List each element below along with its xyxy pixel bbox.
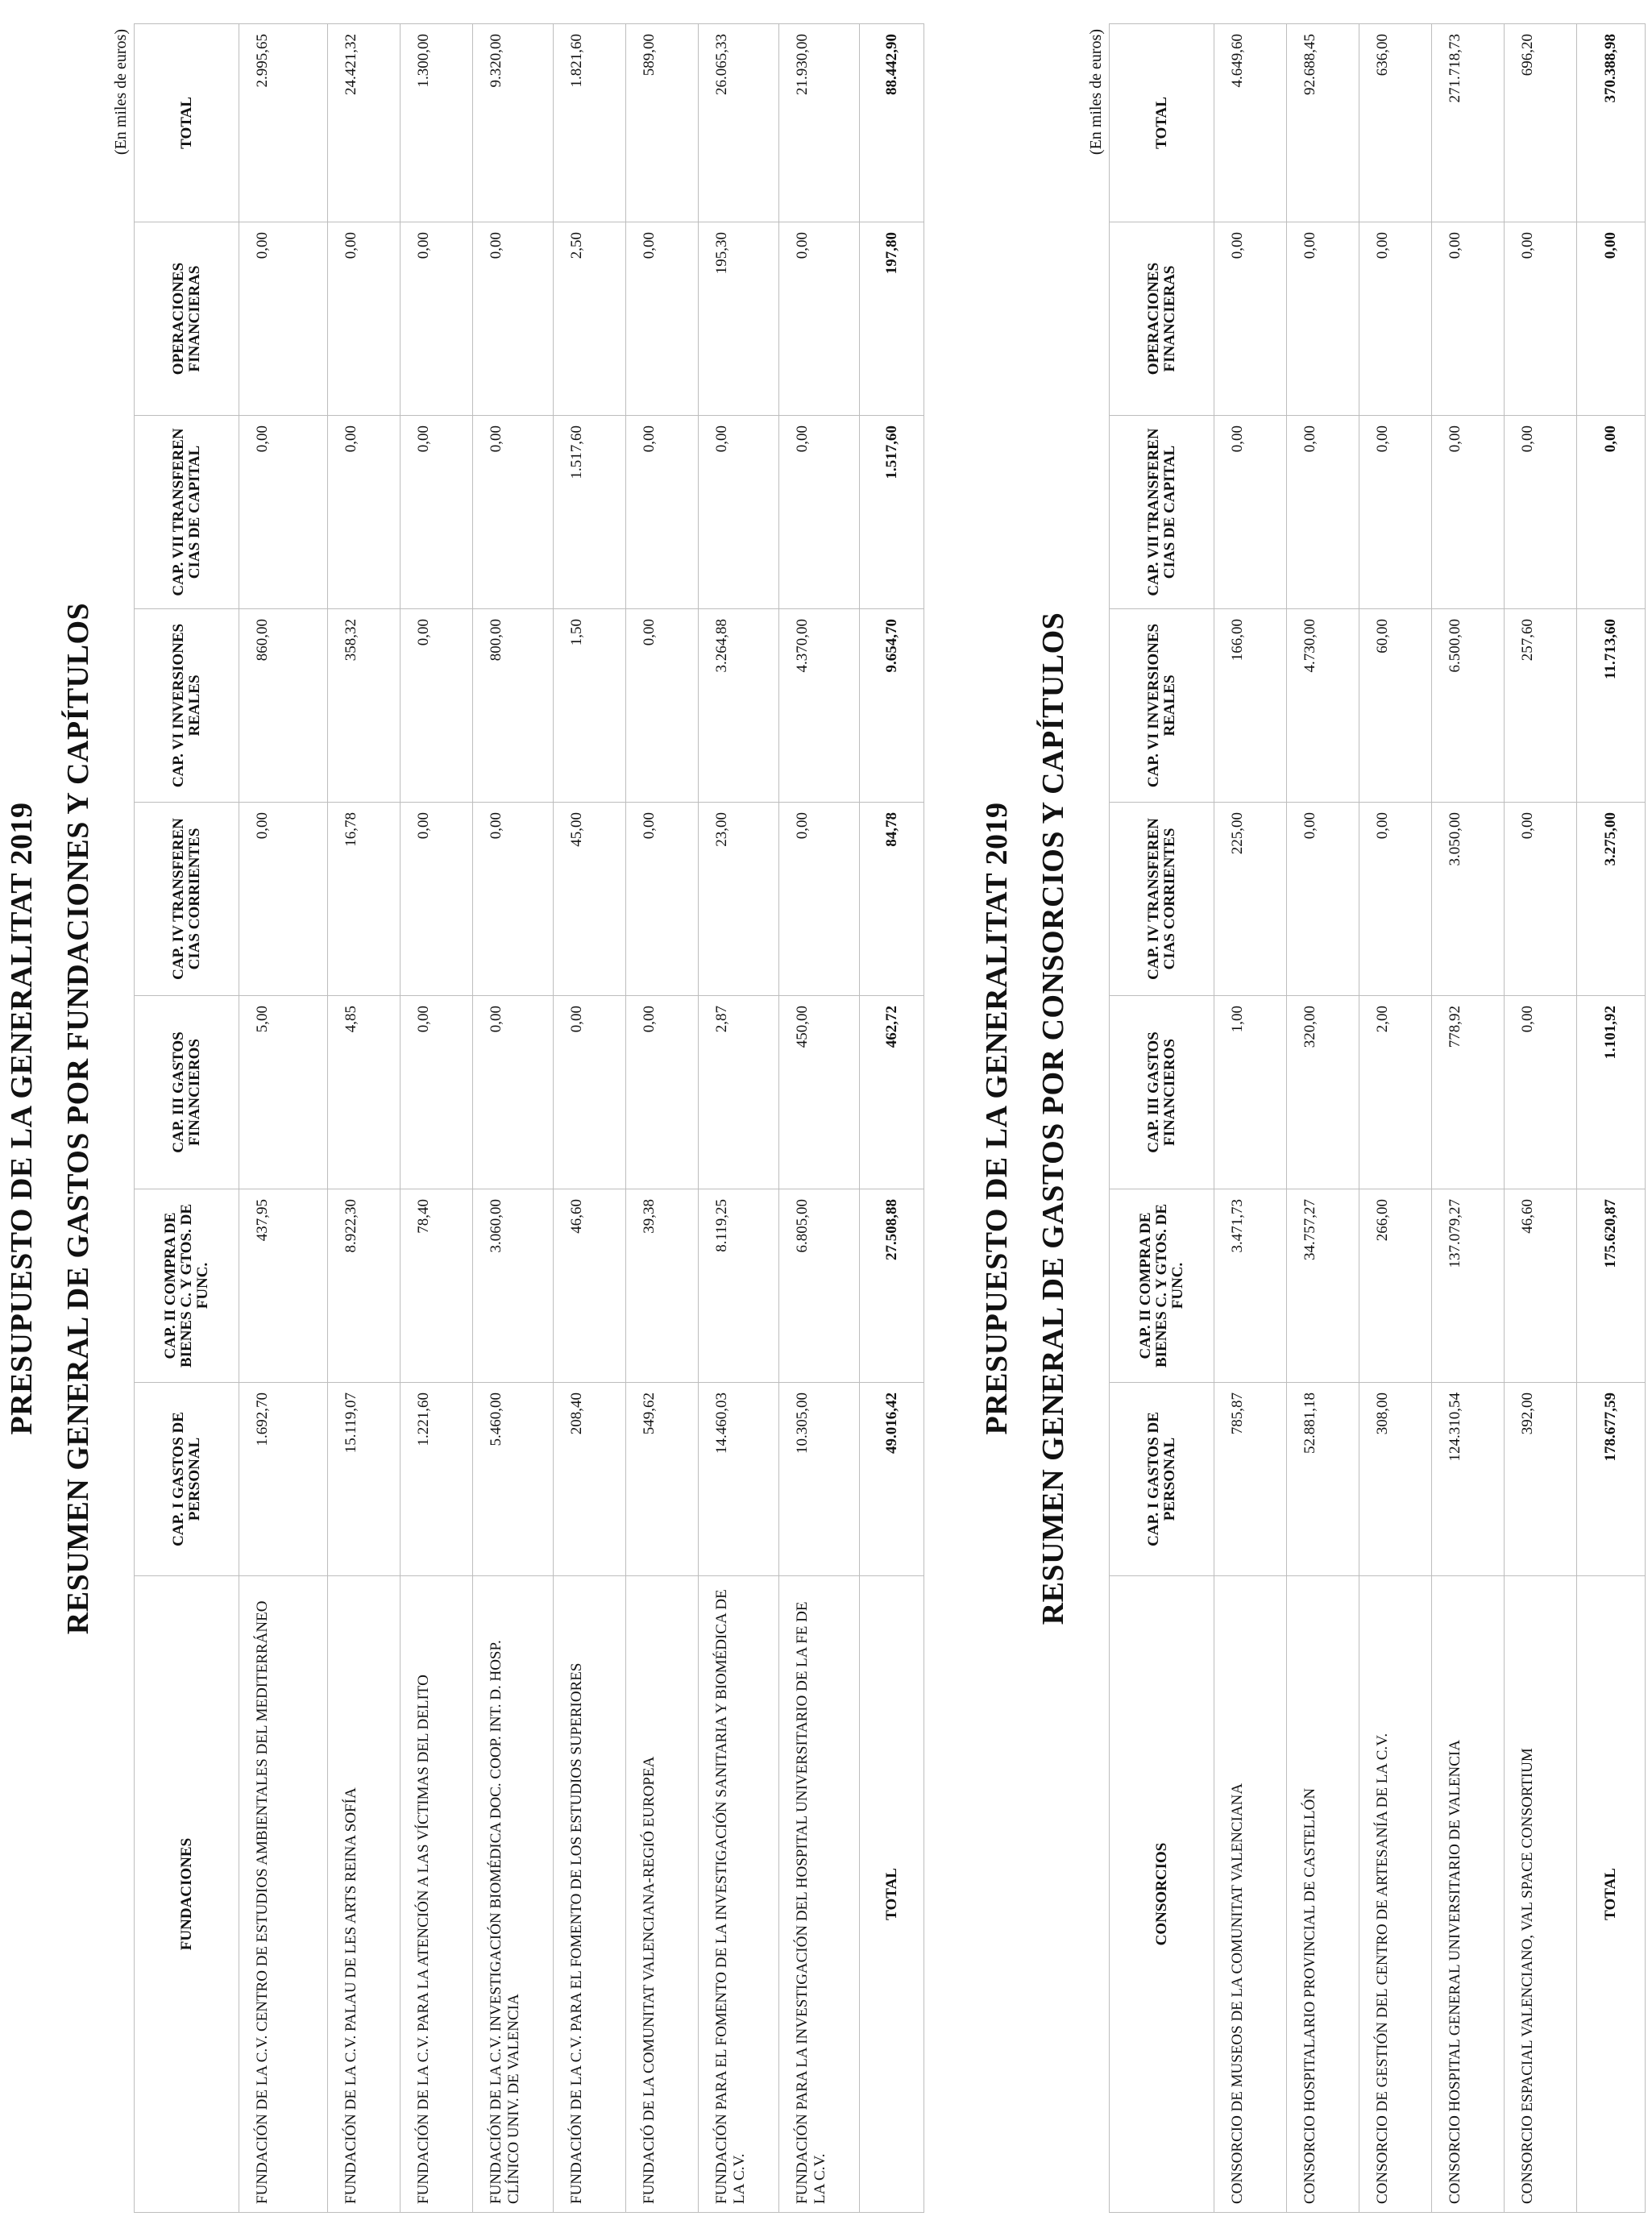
cell-opfin: 0,00: [328, 222, 401, 416]
cell-cap4: 0,00: [1505, 803, 1577, 996]
column-header-cap7: CAP. VII TRANSFEREN CIAS DE CAPITAL: [135, 416, 239, 609]
cell-cap3: 0,00: [401, 996, 473, 1189]
cell-cap2: 46,60: [554, 1189, 626, 1383]
column-header-cap4: CAP. IV TRANSFEREN CIAS CORRIENTES: [135, 803, 239, 996]
column-header-cap4: CAP. IV TRANSFEREN CIAS CORRIENTES: [1110, 803, 1214, 996]
fundaciones-table: [134, 23, 924, 2213]
cell-total: 2.995,65: [239, 24, 328, 222]
table-row: [239, 24, 328, 2213]
row-name: CONSORCIO HOSPITALARIO PROVINCIAL DE CASTELLÓN: [1287, 1576, 1359, 2213]
table-row: [1432, 24, 1505, 2213]
cell-cap3: 5,00: [239, 996, 328, 1189]
cell-cap1: 208,40: [554, 1383, 626, 1576]
cell-cap7: 0,00: [473, 416, 554, 609]
total-cap1: 49.016,42: [860, 1383, 924, 1576]
cell-cap4: 16,78: [328, 803, 401, 996]
table-row: [699, 24, 779, 2213]
cell-cap3: 1,00: [1214, 996, 1287, 1189]
column-header-cap1: CAP. I GASTOS DE PERSONAL: [1110, 1383, 1214, 1576]
cell-cap2: 8.119,25: [699, 1189, 779, 1383]
cell-cap4: 3.050,00: [1432, 803, 1505, 996]
cell-cap4: 0,00: [626, 803, 699, 996]
cell-opfin: 0,00: [401, 222, 473, 416]
units-note: (En miles de euros): [112, 29, 130, 156]
column-header-cap3: CAP. III GASTOS FINANCIEROS: [1110, 996, 1214, 1189]
cell-opfin: 0,00: [239, 222, 328, 416]
consorcios-subtitle: RESUMEN GENERAL DE GASTOS POR CONSORCIOS Y CAPÍTULOS: [1036, 612, 1070, 1625]
cell-opfin: 195,30: [699, 222, 779, 416]
column-header-cap3: CAP. III GASTOS FINANCIEROS: [135, 996, 239, 1189]
cell-cap6: 3.264,88: [699, 609, 779, 803]
cell-cap4: 0,00: [1359, 803, 1432, 996]
fundaciones-subtitle: RESUMEN GENERAL DE GASTOS POR FUNDACIONES Y CAPÍTULOS: [61, 602, 95, 1635]
total-cap4: 84,78: [860, 803, 924, 996]
total-cap2: 175.620,87: [1577, 1189, 1646, 1383]
cell-cap3: 0,00: [1505, 996, 1577, 1189]
column-header-total: TOTAL: [135, 24, 239, 222]
total-row: [1577, 24, 1646, 2213]
row-name: CONSORCIO HOSPITAL GENERAL UNIVERSITARIO DE VALENCIA: [1432, 1576, 1505, 2213]
table-row: [1214, 24, 1287, 2213]
cell-opfin: 0,00: [1505, 222, 1577, 416]
cell-cap2: 39,38: [626, 1189, 699, 1383]
cell-cap2: 46,60: [1505, 1189, 1577, 1383]
table-row: [401, 24, 473, 2213]
total-opfin: 0,00: [1577, 222, 1646, 416]
total-cap1: 178.677,59: [1577, 1383, 1646, 1576]
cell-total: 271.718,73: [1432, 24, 1505, 222]
consorcios-table: [1109, 23, 1646, 2213]
cell-cap6: 6.500,00: [1432, 609, 1505, 803]
cell-cap7: 0,00: [1432, 416, 1505, 609]
cell-total: 589,00: [626, 24, 699, 222]
cell-total: 696,20: [1505, 24, 1577, 222]
cell-cap2: 3.471,73: [1214, 1189, 1287, 1383]
column-header-entity: FUNDACIONES: [135, 1576, 239, 2213]
cell-total: 92.688,45: [1287, 24, 1359, 222]
table-row: [554, 24, 626, 2213]
total-label: TOTAL: [860, 1576, 924, 2213]
column-header-cap2: CAP. II COMPRA DE BIENES C. Y GTOS. DE FUNC.: [135, 1189, 239, 1383]
table-row: [1359, 24, 1432, 2213]
cell-cap4: 0,00: [1287, 803, 1359, 996]
units-note: (En miles de euros): [1087, 29, 1105, 156]
cell-cap3: 4,85: [328, 996, 401, 1189]
cell-cap6: 0,00: [401, 609, 473, 803]
cell-cap3: 0,00: [554, 996, 626, 1189]
total-cap4: 3.275,00: [1577, 803, 1646, 996]
total-row: [860, 24, 924, 2213]
row-name: FUNDACIÓN DE LA C.V. PARA EL FOMENTO DE LOS ESTUDIOS SUPERIORES: [554, 1576, 626, 2213]
cell-cap3: 0,00: [473, 996, 554, 1189]
cell-cap7: 0,00: [1214, 416, 1287, 609]
total-total: 370.388,98: [1577, 24, 1646, 222]
column-header-cap1: CAP. I GASTOS DE PERSONAL: [135, 1383, 239, 1576]
column-header-entity: CONSORCIOS: [1110, 1576, 1214, 2213]
row-name: CONSORCIO DE MUSEOS DE LA COMUNITAT VALENCIANA: [1214, 1576, 1287, 2213]
cell-cap2: 137.079,27: [1432, 1189, 1505, 1383]
cell-cap2: 6.805,00: [779, 1189, 860, 1383]
cell-cap2: 8.922,30: [328, 1189, 401, 1383]
cell-cap7: 0,00: [1287, 416, 1359, 609]
cell-cap6: 800,00: [473, 609, 554, 803]
row-name: FUNDACIÓN DE LA C.V. INVESTIGACIÓN BIOMÉDICA DOC. COOP. INT. D. HOSP. CLÍNICO UNIV. DE VALENCIA: [473, 1576, 554, 2213]
cell-opfin: 0,00: [626, 222, 699, 416]
cell-cap1: 124.310,54: [1432, 1383, 1505, 1576]
total-cap6: 9.654,70: [860, 609, 924, 803]
cell-cap3: 450,00: [779, 996, 860, 1189]
cell-cap1: 392,00: [1505, 1383, 1577, 1576]
column-header-opfin: OPERACIONES FINANCIERAS: [135, 222, 239, 416]
cell-cap6: 1,50: [554, 609, 626, 803]
row-name: FUNDACIÓN PARA LA INVESTIGACIÓN DEL HOSPITAL UNIVERSITARIO DE LA FE DE LA C.V.: [779, 1576, 860, 2213]
cell-cap2: 437,95: [239, 1189, 328, 1383]
row-name: FUNDACIÓN DE LA C.V. CENTRO DE ESTUDIOS AMBIENTALES DEL MEDITERRÁNEO: [239, 1576, 328, 2213]
cell-cap4: 0,00: [239, 803, 328, 996]
total-cap7: 0,00: [1577, 416, 1646, 609]
cell-cap7: 0,00: [779, 416, 860, 609]
cell-cap2: 3.060,00: [473, 1189, 554, 1383]
cell-cap4: 45,00: [554, 803, 626, 996]
total-cap7: 1.517,60: [860, 416, 924, 609]
cell-opfin: 0,00: [1287, 222, 1359, 416]
cell-cap3: 778,92: [1432, 996, 1505, 1189]
cell-cap7: 0,00: [1505, 416, 1577, 609]
cell-cap2: 34.757,27: [1287, 1189, 1359, 1383]
cell-total: 9.320,00: [473, 24, 554, 222]
table-row: [473, 24, 554, 2213]
cell-cap1: 785,87: [1214, 1383, 1287, 1576]
cell-cap2: 266,00: [1359, 1189, 1432, 1383]
row-name: CONSORCIO ESPACIAL VALENCIANO, VAL SPACE CONSORTIUM: [1505, 1576, 1577, 2213]
cell-opfin: 0,00: [473, 222, 554, 416]
cell-cap1: 14.460,03: [699, 1383, 779, 1576]
cell-total: 636,00: [1359, 24, 1432, 222]
cell-cap6: 4.370,00: [779, 609, 860, 803]
cell-cap7: 0,00: [626, 416, 699, 609]
cell-cap1: 52.881,18: [1287, 1383, 1359, 1576]
cell-total: 1.300,00: [401, 24, 473, 222]
cell-cap6: 0,00: [626, 609, 699, 803]
cell-cap1: 15.119,07: [328, 1383, 401, 1576]
column-header-cap2: CAP. II COMPRA DE BIENES C. Y GTOS. DE FUNC.: [1110, 1189, 1214, 1383]
cell-opfin: 0,00: [1214, 222, 1287, 416]
cell-cap4: 0,00: [401, 803, 473, 996]
table-row: [1287, 24, 1359, 2213]
cell-cap1: 308,00: [1359, 1383, 1432, 1576]
cell-opfin: 0,00: [779, 222, 860, 416]
cell-total: 24.421,32: [328, 24, 401, 222]
cell-cap6: 257,60: [1505, 609, 1577, 803]
cell-total: 21.930,00: [779, 24, 860, 222]
cell-cap4: 225,00: [1214, 803, 1287, 996]
column-header-cap7: CAP. VII TRANSFEREN CIAS DE CAPITAL: [1110, 416, 1214, 609]
cell-cap3: 2,87: [699, 996, 779, 1189]
column-header-cap6: CAP. VI INVERSIONES REALES: [135, 609, 239, 803]
total-cap3: 1.101,92: [1577, 996, 1646, 1189]
cell-cap4: 0,00: [779, 803, 860, 996]
cell-total: 4.649,60: [1214, 24, 1287, 222]
consorcios-section: [975, 24, 1646, 2213]
cell-total: 1.821,60: [554, 24, 626, 222]
cell-cap6: 860,00: [239, 609, 328, 803]
cell-cap6: 4.730,00: [1287, 609, 1359, 803]
row-name: FUNDACIÓN DE LA C.V. PARA LA ATENCIÓN A LAS VÍCTIMAS DEL DELITO: [401, 1576, 473, 2213]
row-name: FUNDACIÓN PARA EL FOMENTO DE LA INVESTIGACIÓN SANITARIA Y BIOMÉDICA DE LA C.V.: [699, 1576, 779, 2213]
cell-cap3: 2,00: [1359, 996, 1432, 1189]
table-row: [626, 24, 699, 2213]
row-name: CONSORCIO DE GESTIÓN DEL CENTRO DE ARTESANÍA DE LA C.V.: [1359, 1576, 1432, 2213]
cell-cap1: 1.221,60: [401, 1383, 473, 1576]
cell-cap7: 0,00: [328, 416, 401, 609]
cell-cap2: 78,40: [401, 1189, 473, 1383]
page-title: PRESUPUESTO DE LA GENERALITAT 2019: [5, 802, 39, 1435]
cell-cap1: 1.692,70: [239, 1383, 328, 1576]
cell-cap1: 5.460,00: [473, 1383, 554, 1576]
cell-cap1: 549,62: [626, 1383, 699, 1576]
table-row: [328, 24, 401, 2213]
cell-cap6: 358,32: [328, 609, 401, 803]
cell-opfin: 0,00: [1432, 222, 1505, 416]
row-name: FUNDACIÓN DE LA C.V. PALAU DE LES ARTS REINA SOFÍA: [328, 1576, 401, 2213]
total-label: TOTAL: [1577, 1576, 1646, 2213]
column-header-cap6: CAP. VI INVERSIONES REALES: [1110, 609, 1214, 803]
cell-cap7: 0,00: [401, 416, 473, 609]
cell-cap7: 0,00: [1359, 416, 1432, 609]
cell-cap7: 0,00: [239, 416, 328, 609]
cell-cap6: 60,00: [1359, 609, 1432, 803]
cell-cap3: 0,00: [626, 996, 699, 1189]
fundaciones-section: [0, 24, 924, 2213]
cell-cap6: 166,00: [1214, 609, 1287, 803]
cell-cap7: 0,00: [699, 416, 779, 609]
cell-cap4: 0,00: [473, 803, 554, 996]
page-title: PRESUPUESTO DE LA GENERALITAT 2019: [980, 802, 1014, 1435]
column-header-total: TOTAL: [1110, 24, 1214, 222]
cell-opfin: 2,50: [554, 222, 626, 416]
total-opfin: 197,80: [860, 222, 924, 416]
row-name: FUNDACIÓ DE LA COMUNITAT VALENCIANA-REGIÓ EUROPEA: [626, 1576, 699, 2213]
total-cap6: 11.713,60: [1577, 609, 1646, 803]
total-cap2: 27.508,88: [860, 1189, 924, 1383]
table-row: [1505, 24, 1577, 2213]
column-header-opfin: OPERACIONES FINANCIERAS: [1110, 222, 1214, 416]
cell-cap7: 1.517,60: [554, 416, 626, 609]
total-total: 88.442,90: [860, 24, 924, 222]
total-cap3: 462,72: [860, 996, 924, 1189]
cell-opfin: 0,00: [1359, 222, 1432, 416]
cell-total: 26.065,33: [699, 24, 779, 222]
cell-cap3: 320,00: [1287, 996, 1359, 1189]
cell-cap4: 23,00: [699, 803, 779, 996]
table-row: [779, 24, 860, 2213]
cell-cap1: 10.305,00: [779, 1383, 860, 1576]
